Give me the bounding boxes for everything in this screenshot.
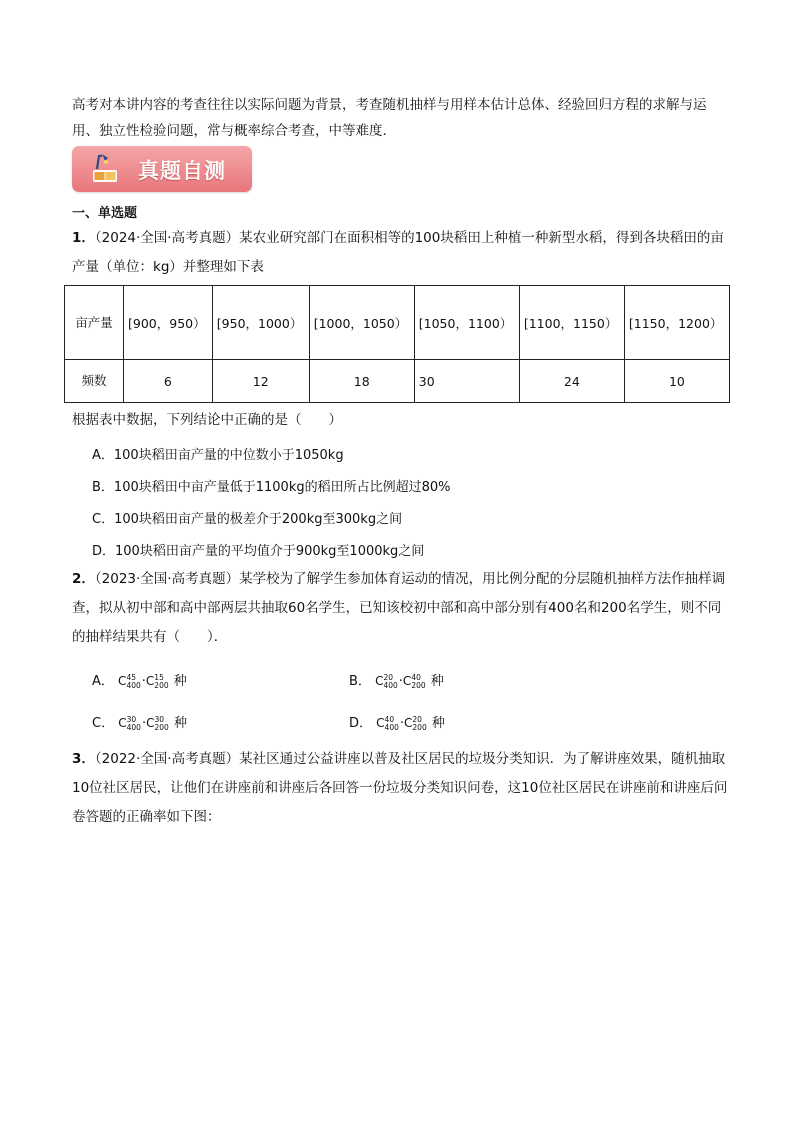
dot: · — [398, 674, 403, 689]
question-1-option-c[interactable]: C．100块稻田亩产量的极差介于200kg至300kg之间 — [92, 512, 403, 527]
combination-sub: 200 — [154, 722, 169, 732]
combination-symbol: C — [145, 674, 155, 688]
combination-symbol: C — [118, 674, 127, 688]
question-1-option-a[interactable]: A．100块稻田亩产量的中位数小于1050kg — [92, 448, 344, 463]
table-cell: [950，1000） — [212, 286, 309, 360]
option-label: D． — [349, 716, 373, 731]
combination-symbol: C — [146, 716, 155, 730]
option-unit: 种 — [173, 674, 187, 689]
combination-sub: 400 — [384, 722, 399, 732]
question-3-text: （2022·全国·高考真题）某社区通过公益讲座以普及社区居民的垃圾分类知识．为了解讲座效果，随机抽取10位社区居民，让他们在讲座前和讲座后各回答一份垃圾分类知识问卷，这10位社区居民在讲座前和讲座后问卷答题的正确率如下图： — [72, 751, 728, 825]
combination-sup: 20 — [412, 714, 422, 724]
intro-paragraph: 高考对本讲内容的考查往往以实际问题为背景，考查随机抽样与用样本估计总体、经验回归方程的求解与运用、独立性检验问题，常与概率综合考查，中等难度． — [72, 97, 707, 139]
question-1-lead: 根据表中数据，下列结论中正确的是（ ） — [72, 412, 342, 428]
question-2 — [72, 565, 732, 652]
dot: · — [399, 716, 405, 731]
combination-sub: 400 — [126, 722, 141, 732]
table-cell: [1000，1050） — [309, 286, 414, 360]
combination-symbol: C — [404, 716, 413, 730]
question-2-option-b[interactable] — [349, 670, 444, 690]
banner-title: 真题自测 — [138, 159, 226, 183]
question-1-text: （2024·全国·高考真题）某农业研究部门在面积相等的100块稻田上种植一种新型水稻，得到各块稻田的亩产量（单位：kg）并整理如下表 — [72, 230, 724, 275]
combination-sub: 200 — [154, 680, 169, 690]
option-unit: 种 — [431, 716, 445, 731]
table-cell: [1050，1100） — [414, 286, 519, 360]
combination-sub: 200 — [411, 680, 426, 690]
question-2-option-d[interactable] — [349, 712, 445, 732]
combination-indices — [126, 674, 140, 690]
table-header-frequency: 频数 — [65, 360, 124, 403]
table-cell: [1100，1150） — [519, 286, 624, 360]
combination-sup: 40 — [384, 714, 395, 724]
table-cell: 10 — [624, 360, 729, 403]
yield-frequency-table — [64, 285, 730, 403]
table-cell: 18 — [309, 360, 414, 403]
combination-symbol: C — [376, 716, 385, 730]
section-title: 一、单选题 — [72, 206, 138, 221]
question-1-number: 1． — [72, 230, 95, 246]
combination-symbol: C — [375, 674, 384, 688]
table-cell: 6 — [124, 360, 213, 403]
table-cell: [900，950） — [124, 286, 213, 360]
section-banner — [72, 146, 252, 192]
combination-sub: 400 — [383, 680, 398, 690]
combination-sup: 40 — [411, 672, 421, 682]
combination-symbol: C — [118, 716, 127, 730]
question-1-option-b[interactable]: B．100块稻田中亩产量低于1100kg的稻田所占比例超过80% — [92, 480, 451, 495]
question-2-text: （2023·全国·高考真题）某学校为了解学生参加体育运动的情况，用比例分配的分层随机抽样方法作抽样调查，拟从初中部和高中部两层共抽取60名学生，已知该校初中部和高中部分别有400名和200名学生，则不同的抽样结果共有（ ）． — [72, 571, 726, 645]
combination-indices — [154, 716, 168, 732]
combination-indices — [385, 716, 399, 732]
combination-indices — [154, 674, 168, 690]
table-row — [65, 286, 730, 360]
option-label: A． — [92, 674, 114, 689]
combination-indices — [411, 674, 425, 690]
table-header-yield: 亩产量 — [65, 286, 124, 360]
combination-sup: 45 — [126, 672, 136, 682]
option-unit: 种 — [173, 716, 187, 731]
table-cell: 12 — [212, 360, 309, 403]
combination-sup: 15 — [154, 672, 164, 682]
question-3 — [72, 745, 732, 832]
book-lamp-icon — [90, 152, 120, 184]
combination-indices — [127, 716, 141, 732]
option-unit: 种 — [430, 674, 444, 689]
combination-indices — [412, 716, 426, 732]
question-1 — [72, 224, 732, 282]
table-cell: 24 — [519, 360, 624, 403]
option-label: C． — [92, 716, 115, 731]
combination-symbol: C — [402, 674, 412, 688]
table-cell: [1150，1200） — [624, 286, 729, 360]
combination-indices — [383, 674, 397, 690]
option-label: B． — [349, 674, 371, 689]
dot: · — [141, 716, 147, 731]
question-2-option-c[interactable] — [92, 712, 187, 732]
question-3-number: 3． — [72, 751, 95, 767]
combination-sub: 200 — [412, 722, 427, 732]
table-row — [65, 360, 730, 403]
combination-sup: 30 — [154, 714, 165, 724]
question-1-option-d[interactable]: D．100块稻田亩产量的平均值介于900kg至1000kg之间 — [92, 544, 425, 559]
question-2-number: 2． — [72, 571, 95, 587]
combination-sup: 30 — [126, 714, 137, 724]
dot: · — [141, 674, 146, 689]
table-cell: 30 — [414, 360, 519, 403]
combination-sup: 20 — [383, 672, 393, 682]
combination-sub: 400 — [126, 680, 141, 690]
question-2-option-a[interactable] — [92, 670, 187, 690]
